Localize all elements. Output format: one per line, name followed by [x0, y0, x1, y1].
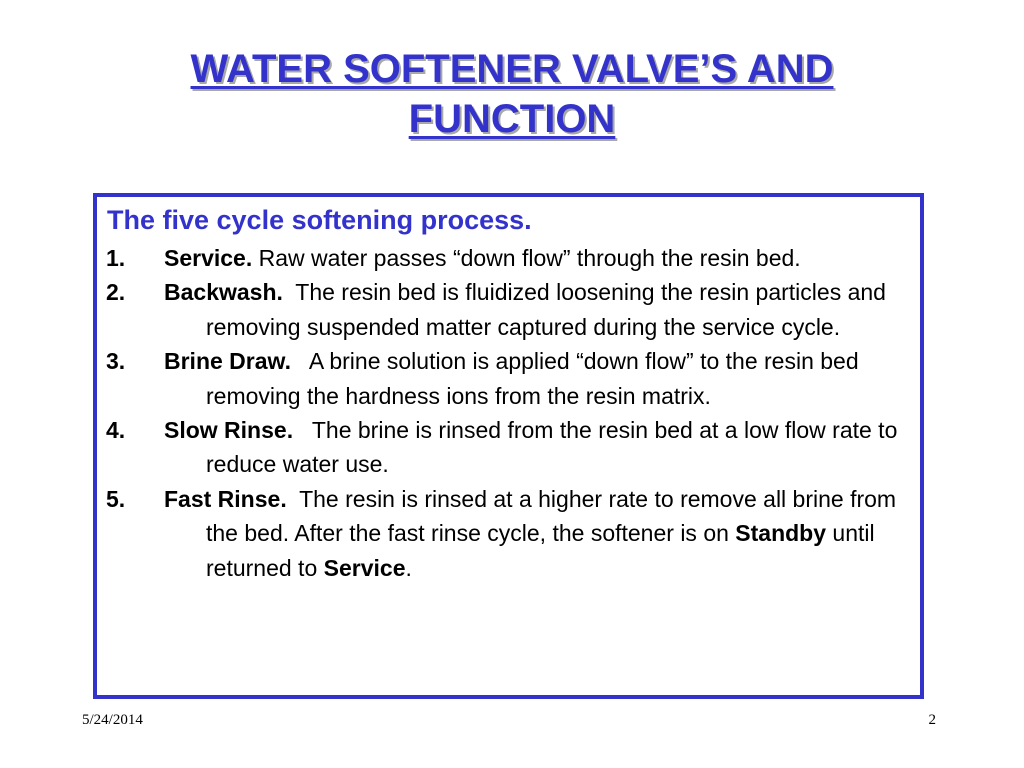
step-text: A brine solution is applied “down flow” to the resin bed removing the hardness ions from the resin matrix.: [206, 348, 859, 409]
step-text-end: .: [405, 554, 412, 581]
step-name: Service.: [164, 245, 253, 271]
step-number: 2.: [106, 279, 126, 306]
content-heading: The five cycle softening process.: [107, 205, 532, 235]
step-name: Backwash.: [164, 279, 283, 306]
standby-term: Standby: [735, 520, 827, 547]
step-number: 4.: [106, 417, 126, 444]
step-text: The resin is rinsed at a higher rate to remove all brine from the bed. After the fast rinse cycle, the softener is on: [206, 485, 897, 547]
page-number: 2: [928, 712, 936, 728]
step-text: The brine is rinsed from the resin bed at a low flow rate to reduce water use.: [206, 417, 898, 478]
step-list: [106, 241, 906, 585]
step-item: [106, 344, 906, 413]
step-number: 5.: [106, 485, 126, 512]
service-term: Service: [323, 554, 406, 581]
step-name: Fast Rinse.: [164, 485, 287, 512]
step-item: [106, 241, 906, 275]
step-item: [106, 413, 906, 482]
step-item: [106, 275, 906, 344]
step-text-continued: until returned to: [206, 520, 875, 581]
step-text: Raw water passes “down flow” through the resin bed.: [258, 245, 801, 271]
step-item: [106, 482, 906, 585]
step-name: Brine Draw.: [164, 348, 291, 375]
step-number: 1.: [106, 245, 126, 271]
step-number: 3.: [106, 348, 126, 375]
slide-title: WATER SOFTENER VALVE’S AND FUNCTION: [190, 47, 834, 141]
step-text: The resin bed is fluidized loosening the resin particles and removing suspended matter captured during the service cycle.: [206, 279, 886, 340]
footer-date: 5/24/2014: [82, 712, 143, 728]
step-name: Slow Rinse.: [164, 417, 294, 444]
